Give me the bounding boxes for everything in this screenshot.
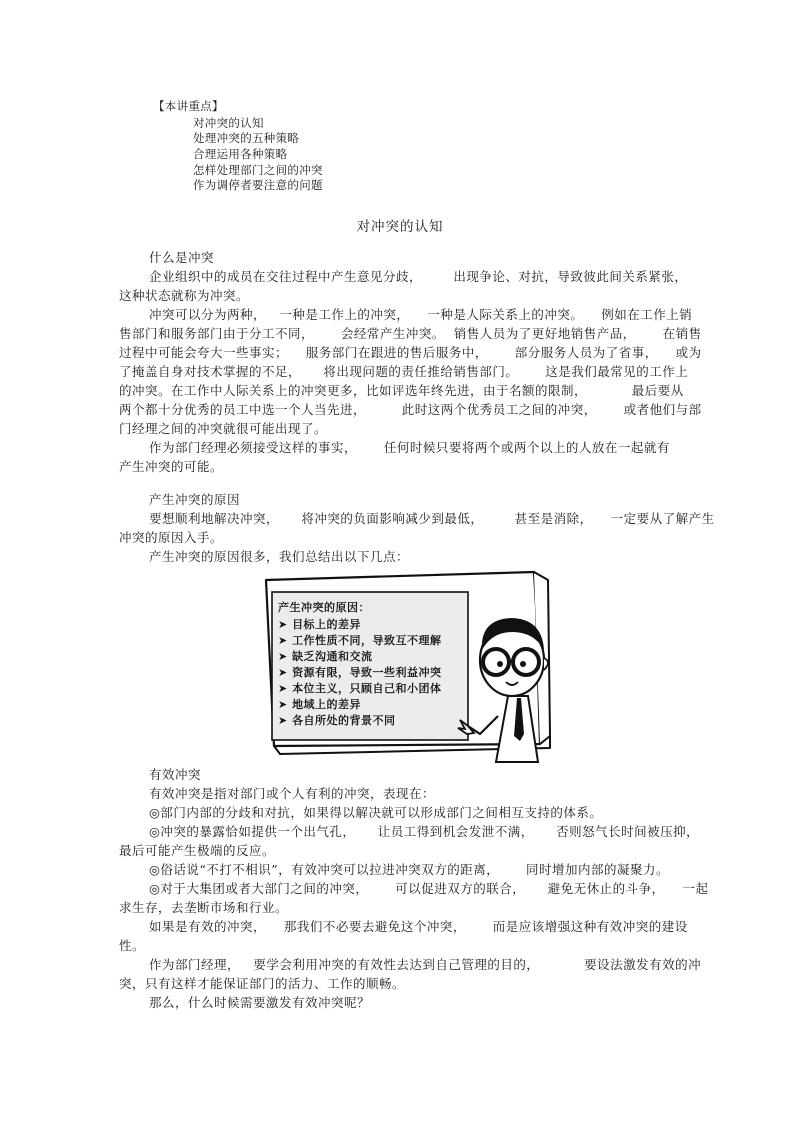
- paragraph-line: 的冲突。在工作中人际关系上的冲突更多，比如评选年终先进，由于名额的限制， 最后要从: [119, 383, 684, 398]
- paragraph-line: 那么，什么时候需要激发有效冲突呢？: [149, 995, 371, 1010]
- figure-list-item: [278, 681, 442, 696]
- bullet-arrow-icon: ➤: [278, 634, 288, 647]
- figure-item-text: 各自所处的背景不同: [292, 714, 396, 727]
- figure-list-item: [278, 633, 442, 648]
- subheading-effective-conflict: 有效冲突: [149, 767, 202, 782]
- paragraph-line: 作为部门经理， 要学会利用冲突的有效性去达到自己管理的目的， 要设法激发有效的冲: [149, 957, 702, 972]
- paragraph-line: 过程中可能会夸大一些事实； 服务部门在跟进的售后服务中， 部分服务人员为了省事， 或为: [119, 345, 702, 360]
- paragraph-line: 求生存，去垄断市场和行业。: [119, 900, 289, 915]
- paragraph-line: 如果是有效的冲突， 那我们不必要去避免这个冲突， 而是应该增强这种有效冲突的建设: [149, 919, 688, 934]
- paragraph-line: 突，只有这样才能保证部门的活力、工作的顺畅。: [119, 976, 406, 991]
- paragraph-line: 作为部门经理必须接受这样的事实， 任何时候只要将两个或两个以上的人放在一起就有: [149, 440, 670, 455]
- paragraph-line: 这种状态就称为冲突。: [119, 288, 250, 303]
- bullet-arrow-icon: ➤: [278, 714, 288, 727]
- paragraph-line: 有效冲突是指对部门或个人有利的冲突，表现在：: [149, 786, 436, 801]
- paragraph-line: 冲突可以分为两种， 一种是工作上的冲突， 一种是人际关系上的冲突。 例如在工作上销: [149, 307, 693, 322]
- figure-list-item: [278, 617, 361, 632]
- bullet-arrow-icon: ➤: [278, 682, 288, 695]
- figure-item-text: 缺乏沟通和交流: [292, 650, 373, 663]
- key-points-label: 【本讲重点】: [153, 99, 224, 113]
- figure-list-item: [278, 649, 373, 664]
- paragraph-line: 售部门和服务部门由于分工不同， 会经常产生冲突。 销售人员为了更好地销售产品， 在销售: [119, 326, 702, 341]
- key-point-item: 作为调停者要注意的问题: [193, 178, 323, 192]
- section-title: 对冲突的认知: [356, 219, 444, 235]
- figure-list-item: [278, 665, 442, 680]
- subheading-what-is-conflict: 什么是冲突: [149, 250, 215, 265]
- key-point-item: 对冲突的认知: [193, 116, 264, 130]
- paragraph-line: 产生冲突的原因很多，我们总结出以下几点：: [149, 549, 410, 564]
- figure-item-text: 工作性质不同，导致互不理解: [292, 634, 442, 647]
- key-point-item: 合理运用各种策略: [193, 147, 288, 161]
- paragraph-line: 产生冲突的可能。: [119, 459, 224, 474]
- figure-item-text: 资源有限，导致一些利益冲突: [292, 666, 442, 679]
- paragraph-line: 门经理之间的冲突就很可能出现了。: [119, 421, 328, 436]
- figure-list-item: [278, 697, 361, 712]
- key-point-item: 怎样处理部门之间的冲突: [193, 163, 323, 177]
- paragraph-line: 性。: [119, 938, 146, 953]
- paragraph-line: 最后可能产生极端的反应。: [119, 843, 276, 858]
- figure-box-title: 产生冲突的原因：: [278, 601, 370, 614]
- subheading-causes: 产生冲突的原因: [149, 492, 241, 507]
- paragraph-line: ◎冲突的暴露恰如提供一个出气孔， 让员工得到机会发泄不满， 否则怒气长时间被压抑，: [149, 824, 700, 839]
- figure-item-text: 地域上的差异: [292, 698, 362, 711]
- paragraph-line: 企业组织中的成员在交往过程中产生意见分歧， 出现争论、对抗，导致彼此间关系紧张，: [149, 269, 688, 284]
- bullet-arrow-icon: ➤: [278, 650, 288, 663]
- bullet-arrow-icon: ➤: [278, 698, 288, 711]
- paragraph-line: 两个都十分优秀的员工中选一个人当先进， 此时这两个优秀员工之间的冲突， 或者他们与部: [119, 402, 702, 417]
- figure-item-text: 目标上的差异: [292, 618, 362, 631]
- key-point-item: 处理冲突的五种策略: [193, 131, 300, 145]
- paragraph-line: ◎对于大集团或者大部门之间的冲突， 可以促进双方的联合， 避免无休止的斗争， 一起: [149, 881, 709, 896]
- bullet-arrow-icon: ➤: [278, 618, 288, 631]
- paragraph-line: ◎部门内部的分歧和对抗，如果得以解决就可以形成部门之间相互支持的体系。: [149, 805, 603, 820]
- causes-figure: [262, 566, 552, 766]
- paragraph-line: 冲突的原因入手。: [119, 530, 224, 545]
- paragraph-line: 要想顺利地解决冲突， 将冲突的负面影响减少到最低， 甚至是消除， 一定要从了解产生: [149, 511, 715, 526]
- bullet-arrow-icon: ➤: [278, 666, 288, 679]
- figure-list-item: [278, 713, 396, 728]
- paragraph-line: ◎俗话说“不打不相识”，有效冲突可以拉进冲突双方的距离， 同时增加内部的凝聚力。: [149, 862, 670, 877]
- paragraph-line: 了掩盖自身对技术掌握的不足， 将出现问题的责任推给销售部门。 这是我们最常见的工作上: [119, 364, 689, 379]
- figure-item-text: 本位主义，只顾自己和小团体: [292, 682, 442, 695]
